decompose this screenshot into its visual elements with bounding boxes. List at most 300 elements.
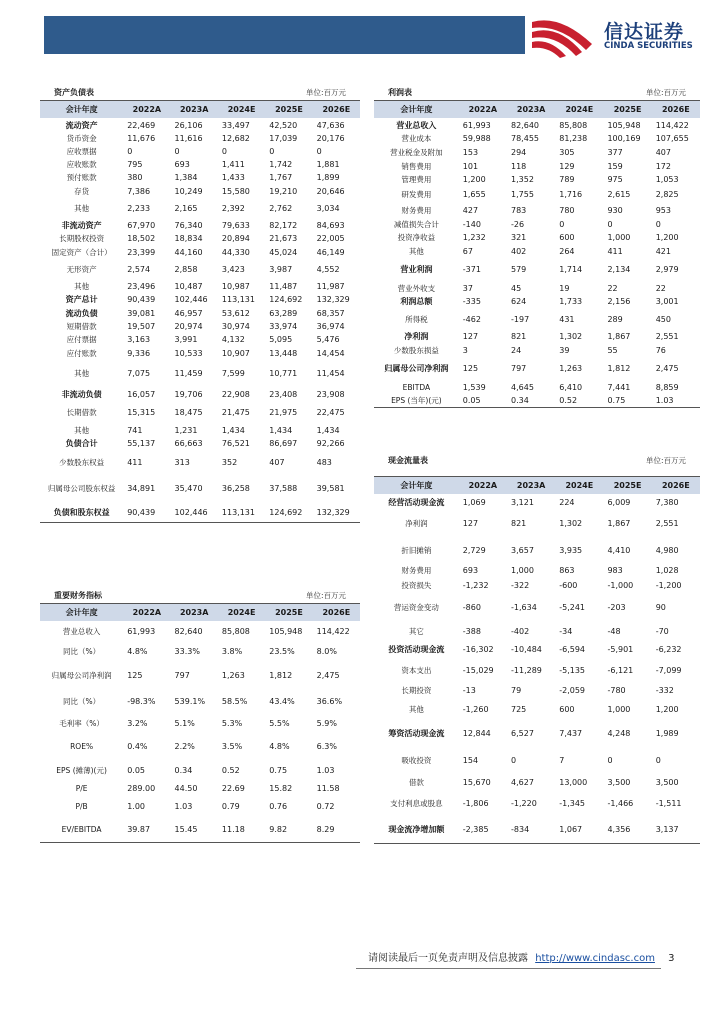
cell-value: 377 bbox=[607, 147, 623, 157]
cell-value: 101 bbox=[462, 161, 479, 171]
cell-value: 10,907 bbox=[221, 348, 250, 358]
cell-value: 0.05 bbox=[462, 396, 481, 405]
table-row bbox=[374, 218, 700, 231]
cell-value: -48 bbox=[607, 626, 621, 636]
cell-value: 59,988 bbox=[462, 134, 491, 143]
cell-value: -197 bbox=[511, 314, 530, 324]
cell-value: 1,434 bbox=[221, 426, 245, 435]
cell-value: 1,881 bbox=[316, 160, 340, 169]
row-label: 净利润 bbox=[404, 332, 429, 341]
cell-value: 8.29 bbox=[316, 824, 335, 834]
row-label: 少数股东权益 bbox=[59, 458, 105, 467]
column-header-year: 2025E bbox=[265, 101, 312, 118]
table-row bbox=[374, 281, 700, 295]
cell-value: 58.5% bbox=[221, 696, 248, 706]
table-row bbox=[374, 536, 700, 564]
table-row bbox=[40, 475, 360, 502]
cell-value: -5,241 bbox=[559, 602, 586, 612]
cell-value: 53,612 bbox=[221, 308, 250, 318]
cell-value: 46,957 bbox=[174, 308, 203, 318]
ratios-header-row bbox=[40, 604, 360, 621]
table-row bbox=[40, 502, 360, 522]
cell-value: 783 bbox=[511, 205, 527, 215]
row-label: 归属母公司净利润 bbox=[51, 670, 112, 680]
cell-value: 289 bbox=[607, 314, 623, 324]
cell-value: -6,232 bbox=[655, 645, 682, 654]
row-label: 非流动负债 bbox=[61, 389, 102, 399]
table-row bbox=[40, 171, 360, 184]
cell-value: -332 bbox=[655, 686, 674, 695]
column-header-year: 2026E bbox=[313, 101, 360, 118]
row-label: 现金流净增加额 bbox=[388, 824, 445, 834]
table-row bbox=[374, 815, 700, 843]
cell-value: 39,581 bbox=[316, 484, 345, 493]
row-label: 营业总收入 bbox=[396, 120, 437, 130]
balance-sheet-panel bbox=[40, 87, 360, 523]
cell-value: 15.82 bbox=[269, 784, 293, 793]
cell-value: 3,423 bbox=[221, 264, 245, 274]
cell-value: 693 bbox=[462, 565, 479, 575]
row-label: 负债和股东权益 bbox=[53, 507, 110, 517]
balance-title: 资产负债表 bbox=[54, 88, 94, 97]
cell-value: 43.4% bbox=[269, 696, 295, 706]
row-label: 同比（%） bbox=[63, 696, 101, 706]
cell-value: 2,551 bbox=[655, 518, 679, 528]
cell-value: 15.45 bbox=[174, 824, 198, 834]
cell-value: 76,340 bbox=[174, 221, 203, 230]
column-header-label: 会计年度 bbox=[40, 101, 123, 118]
cell-value: 411 bbox=[127, 458, 143, 467]
cell-value: -1,466 bbox=[607, 798, 634, 808]
cell-value: 113,131 bbox=[221, 295, 255, 304]
cell-value: 14,454 bbox=[316, 348, 345, 358]
cell-value: 2,825 bbox=[655, 189, 679, 199]
cell-value: 113,131 bbox=[221, 507, 255, 517]
column-header-year: 2023A bbox=[507, 101, 555, 118]
column-header-year: 2025E bbox=[603, 101, 651, 118]
table-row bbox=[374, 746, 700, 774]
table-row bbox=[374, 244, 700, 258]
cell-value: 20,974 bbox=[174, 322, 203, 331]
cell-value: 11.58 bbox=[316, 784, 340, 793]
table-row bbox=[40, 158, 360, 171]
column-header-year: 2025E bbox=[265, 604, 312, 621]
column-header-label: 会计年度 bbox=[40, 604, 123, 621]
cell-value: 22,469 bbox=[127, 120, 156, 130]
cell-value: 45 bbox=[511, 283, 522, 293]
cell-value: 0 bbox=[559, 220, 565, 229]
financial-ratios-panel bbox=[40, 590, 360, 843]
row-label: 资本支出 bbox=[401, 665, 432, 675]
cell-value: 0 bbox=[511, 755, 517, 765]
table-row bbox=[374, 186, 700, 202]
cell-value: 30,974 bbox=[221, 322, 250, 331]
row-label: 折旧摊销 bbox=[401, 545, 432, 555]
cell-value: 1,384 bbox=[174, 173, 198, 182]
table-row bbox=[40, 320, 360, 333]
cell-value: 380 bbox=[127, 173, 143, 182]
cell-value: 0.79 bbox=[221, 801, 240, 811]
cell-value: 289.00 bbox=[127, 784, 156, 793]
table-row bbox=[374, 343, 700, 357]
row-label: 财务费用 bbox=[401, 205, 432, 215]
table-row bbox=[374, 231, 700, 244]
cell-value: 11.18 bbox=[221, 824, 245, 834]
income-statement-panel bbox=[374, 87, 700, 408]
cell-value: 100,169 bbox=[607, 134, 641, 143]
cell-value: 321 bbox=[511, 233, 527, 242]
row-label: 营业税金及附加 bbox=[390, 147, 443, 157]
table-row bbox=[374, 683, 700, 698]
row-label: 筹资活动现金流 bbox=[388, 728, 445, 738]
cell-value: 19,210 bbox=[269, 186, 298, 196]
column-header-year: 2024E bbox=[555, 477, 603, 494]
cell-value: 1,742 bbox=[269, 160, 293, 169]
cell-value: 102,446 bbox=[174, 507, 208, 517]
table-row bbox=[40, 796, 360, 816]
cell-value: 127 bbox=[462, 332, 479, 341]
table-row bbox=[40, 245, 360, 259]
ratios-title: 重要财务指标 bbox=[54, 591, 102, 600]
cell-value: 6,410 bbox=[559, 382, 583, 392]
cell-value: 35,470 bbox=[174, 484, 203, 493]
cell-value: -780 bbox=[607, 686, 626, 695]
cell-value: 2,392 bbox=[221, 204, 245, 213]
cell-value: -34 bbox=[559, 626, 573, 636]
column-header-year: 2023A bbox=[171, 101, 218, 118]
cell-value: 1,434 bbox=[269, 426, 293, 435]
cell-value: 407 bbox=[655, 147, 671, 157]
cell-value: -1,000 bbox=[607, 580, 634, 590]
page-footer bbox=[368, 949, 675, 964]
cell-value: 37 bbox=[462, 283, 473, 293]
cell-value: 82,640 bbox=[511, 120, 539, 130]
row-label: ROE% bbox=[70, 741, 94, 751]
cell-value: 7,380 bbox=[655, 497, 679, 507]
cell-value: 975 bbox=[607, 175, 623, 184]
cell-value: 1,539 bbox=[462, 382, 486, 392]
table-row bbox=[40, 450, 360, 475]
row-label: 投资净收益 bbox=[397, 233, 436, 242]
cell-value: 0 bbox=[174, 147, 180, 156]
row-label: 长期借款 bbox=[66, 408, 97, 417]
row-label: EBITDA bbox=[402, 382, 431, 392]
cell-value: 33,497 bbox=[221, 120, 250, 130]
cell-value: 821 bbox=[511, 518, 527, 528]
cell-value: 90,439 bbox=[127, 295, 156, 304]
cell-value: 63,289 bbox=[269, 308, 298, 318]
cell-value: -1,511 bbox=[655, 798, 682, 808]
row-label: 流动负债 bbox=[65, 308, 98, 318]
cell-value: 4,552 bbox=[316, 264, 340, 274]
row-label: 预付账款 bbox=[66, 173, 97, 182]
cell-value: 7,386 bbox=[127, 186, 151, 196]
column-header-year: 2026E bbox=[313, 604, 360, 621]
cell-value: -1,345 bbox=[559, 798, 586, 808]
cell-value: 1,867 bbox=[607, 332, 631, 341]
cash-header-row bbox=[374, 477, 700, 494]
logo-text-cn: 信达证券 bbox=[604, 21, 685, 43]
cell-value: 153 bbox=[462, 147, 479, 157]
row-label: 营业成本 bbox=[401, 134, 432, 143]
income-bottom-rule bbox=[374, 407, 700, 408]
table-row bbox=[374, 698, 700, 720]
table-row bbox=[40, 733, 360, 759]
cell-value: 1,755 bbox=[511, 189, 534, 199]
row-label: 资产总计 bbox=[65, 295, 98, 304]
column-header-year: 2024E bbox=[218, 604, 265, 621]
cell-value: -322 bbox=[511, 580, 530, 590]
cell-value: 2,475 bbox=[316, 670, 340, 680]
cell-value: 431 bbox=[559, 314, 575, 324]
cell-value: 13,448 bbox=[269, 348, 298, 358]
cell-value: 127 bbox=[462, 518, 479, 528]
cell-value: 930 bbox=[607, 205, 623, 215]
table-row bbox=[40, 621, 360, 641]
row-label: 归属母公司净利润 bbox=[384, 364, 449, 373]
cell-value: 125 bbox=[462, 364, 479, 373]
ratios-table bbox=[40, 604, 360, 842]
cell-value: 114,422 bbox=[316, 626, 350, 636]
row-label: 其他 bbox=[408, 246, 424, 256]
cell-value: 3.2% bbox=[127, 718, 148, 728]
cell-value: 39 bbox=[559, 345, 570, 355]
cell-value: 8.0% bbox=[316, 646, 337, 656]
cell-value: 4,356 bbox=[607, 824, 631, 834]
table-row bbox=[374, 720, 700, 746]
cell-value: 22,908 bbox=[221, 389, 250, 399]
cell-value: 159 bbox=[607, 161, 623, 171]
cell-value: 2,156 bbox=[607, 297, 631, 306]
cell-value: 44.50 bbox=[174, 784, 198, 793]
cell-value: 780 bbox=[559, 205, 575, 215]
cell-value: 1,716 bbox=[559, 189, 583, 199]
cell-value: 4,980 bbox=[655, 545, 679, 555]
cell-value: 36,258 bbox=[221, 484, 250, 493]
cell-value: 3,163 bbox=[127, 335, 151, 344]
row-label: 研发费用 bbox=[401, 189, 432, 199]
cell-value: 3,500 bbox=[655, 778, 679, 787]
table-row bbox=[40, 781, 360, 796]
cell-value: 1,263 bbox=[559, 364, 583, 373]
cell-value: 600 bbox=[559, 704, 575, 714]
cell-value: 21,475 bbox=[221, 408, 250, 417]
cell-value: 44,330 bbox=[221, 247, 250, 257]
cell-value: 36.6% bbox=[316, 696, 343, 706]
table-row bbox=[40, 759, 360, 781]
cell-value: 741 bbox=[127, 426, 143, 435]
cell-value: 1,411 bbox=[221, 160, 245, 169]
ratios-title-row bbox=[40, 590, 360, 603]
cell-value: 24 bbox=[511, 345, 522, 355]
cell-value: 1,232 bbox=[462, 233, 486, 242]
cell-value: -600 bbox=[559, 580, 578, 590]
cell-value: 1,000 bbox=[511, 565, 534, 575]
cell-value: 6.3% bbox=[316, 741, 337, 751]
cell-value: 3,121 bbox=[511, 497, 534, 507]
cell-value: -1,634 bbox=[511, 602, 537, 612]
cell-value: -371 bbox=[462, 265, 481, 274]
income-title-row bbox=[374, 87, 700, 100]
cell-value: 1,655 bbox=[462, 189, 486, 199]
cell-value: 407 bbox=[269, 458, 285, 467]
cell-value: 4,248 bbox=[607, 728, 631, 738]
column-header-label: 会计年度 bbox=[374, 477, 459, 494]
cell-value: 154 bbox=[462, 755, 479, 765]
cell-value: 17,039 bbox=[269, 134, 298, 143]
cell-value: 15,670 bbox=[462, 778, 491, 787]
cell-value: -140 bbox=[462, 220, 481, 229]
row-label: 销售费用 bbox=[401, 161, 432, 171]
column-header-year: 2022A bbox=[459, 101, 507, 118]
balance-title-row bbox=[40, 87, 360, 100]
row-label: 投资活动现金流 bbox=[388, 645, 445, 654]
cell-value: 86,697 bbox=[269, 439, 298, 448]
row-label: 财务费用 bbox=[401, 565, 432, 575]
cell-value: 11,454 bbox=[316, 369, 345, 378]
cell-value: -203 bbox=[607, 602, 626, 612]
table-row bbox=[374, 159, 700, 173]
cell-value: 10,249 bbox=[174, 186, 203, 196]
cash-table bbox=[374, 477, 700, 843]
cell-value: 39.87 bbox=[127, 824, 151, 834]
cell-value: -335 bbox=[462, 297, 481, 306]
cell-value: 11,676 bbox=[127, 134, 156, 143]
cell-value: 114,422 bbox=[655, 120, 689, 130]
cell-value: -13 bbox=[462, 686, 476, 695]
cell-value: 0 bbox=[269, 147, 275, 156]
cell-value: 61,993 bbox=[127, 626, 156, 636]
cell-value: -26 bbox=[511, 220, 525, 229]
table-row bbox=[374, 202, 700, 218]
cell-value: 7,437 bbox=[559, 728, 583, 738]
row-label: 其他 bbox=[74, 369, 90, 378]
cell-value: 2.2% bbox=[174, 741, 195, 751]
cell-value: 23.5% bbox=[269, 646, 295, 656]
cell-value: 10,487 bbox=[174, 281, 203, 291]
row-label: 营业总收入 bbox=[62, 626, 101, 636]
balance-unit: 单位:百万元 bbox=[305, 88, 346, 97]
cell-value: 45,024 bbox=[269, 247, 298, 257]
row-label: 其他 bbox=[74, 281, 90, 291]
row-label: 吸收投资 bbox=[401, 755, 432, 765]
cell-value: 3,657 bbox=[511, 545, 534, 555]
column-header-year: 2026E bbox=[652, 101, 700, 118]
cell-value: -2,059 bbox=[559, 686, 586, 695]
table-row bbox=[40, 437, 360, 450]
cell-value: 3.5% bbox=[221, 741, 243, 751]
cell-value: 21,975 bbox=[269, 408, 298, 417]
cell-value: 79 bbox=[511, 686, 522, 695]
cell-value: 5.1% bbox=[174, 718, 195, 728]
cash-flow-panel bbox=[374, 455, 700, 844]
table-row bbox=[40, 132, 360, 145]
column-header-year: 2022A bbox=[123, 101, 170, 118]
table-row bbox=[40, 713, 360, 733]
cell-value: 421 bbox=[655, 246, 671, 256]
cell-value: 0.75 bbox=[269, 765, 288, 775]
cell-value: 224 bbox=[559, 497, 575, 507]
cell-value: -10,484 bbox=[511, 645, 542, 654]
row-label: 归属母公司股东权益 bbox=[47, 484, 116, 493]
cell-value: 0.52 bbox=[559, 396, 578, 405]
cell-value: 1,714 bbox=[559, 265, 583, 274]
cell-value: 579 bbox=[511, 265, 527, 274]
cell-value: -834 bbox=[511, 824, 530, 834]
cell-value: 82,640 bbox=[174, 626, 203, 636]
cell-value: 79,633 bbox=[221, 221, 250, 230]
cell-value: 411 bbox=[607, 246, 623, 256]
row-label: 非流动资产 bbox=[61, 221, 102, 230]
cell-value: 10,987 bbox=[221, 281, 250, 291]
ratios-bottom-rule bbox=[40, 842, 360, 843]
cell-value: 55 bbox=[607, 345, 618, 355]
cell-value: 2,574 bbox=[127, 264, 151, 274]
cell-value: 3,991 bbox=[174, 335, 198, 344]
cell-value: 33.3% bbox=[174, 646, 200, 656]
column-header-year: 2024E bbox=[555, 101, 603, 118]
cell-value: 22,475 bbox=[316, 408, 345, 417]
cell-value: 2,165 bbox=[174, 204, 198, 213]
cell-value: 1,231 bbox=[174, 426, 198, 435]
row-label: 应收账款 bbox=[66, 160, 97, 169]
cell-value: 124,692 bbox=[269, 295, 303, 304]
table-row bbox=[374, 118, 700, 132]
cell-value: 821 bbox=[511, 332, 527, 341]
column-header-year: 2023A bbox=[507, 477, 555, 494]
cell-value: 19,507 bbox=[127, 322, 156, 331]
table-row bbox=[374, 357, 700, 380]
row-label: 其他 bbox=[74, 426, 90, 435]
cell-value: 3,500 bbox=[607, 778, 631, 787]
cell-value: 20,894 bbox=[221, 234, 250, 243]
cell-value: 20,176 bbox=[316, 134, 345, 143]
column-header-year: 2026E bbox=[652, 477, 700, 494]
cell-value: 13,000 bbox=[559, 778, 588, 787]
column-header-year: 2023A bbox=[171, 604, 218, 621]
cell-value: 46,149 bbox=[316, 247, 345, 257]
column-header-year: 2022A bbox=[123, 604, 170, 621]
cell-value: 0.4% bbox=[127, 741, 148, 751]
cell-value: 2,729 bbox=[462, 545, 486, 555]
cell-value: 7 bbox=[559, 755, 565, 765]
row-label: 其他 bbox=[74, 204, 90, 213]
footer-url-link[interactable]: http://www.cindasc.com bbox=[535, 953, 655, 964]
table-row bbox=[40, 306, 360, 320]
cell-value: 6,527 bbox=[511, 728, 534, 738]
row-label: 短期借款 bbox=[66, 322, 97, 331]
cell-value: 3,034 bbox=[316, 204, 340, 213]
row-label: 营业外收支 bbox=[397, 283, 436, 293]
row-label: 投资损失 bbox=[401, 580, 432, 590]
cell-value: 0 bbox=[607, 755, 613, 765]
row-label: P/B bbox=[75, 801, 88, 811]
cell-value: 4.8% bbox=[127, 646, 148, 656]
footer-divider bbox=[356, 968, 661, 969]
table-row bbox=[374, 145, 700, 159]
cell-value: 2,762 bbox=[269, 204, 293, 213]
cell-value: 0 bbox=[221, 147, 227, 156]
cell-value: 11,616 bbox=[174, 134, 203, 143]
table-row bbox=[374, 494, 700, 510]
row-label: 支付利息或股息 bbox=[390, 798, 443, 808]
cell-value: 483 bbox=[316, 458, 332, 467]
cell-value: 12,682 bbox=[221, 134, 250, 143]
cell-value: 2,233 bbox=[127, 204, 151, 213]
cell-value: 15,315 bbox=[127, 408, 156, 417]
cell-value: 2,858 bbox=[174, 264, 198, 274]
table-row bbox=[374, 308, 700, 330]
